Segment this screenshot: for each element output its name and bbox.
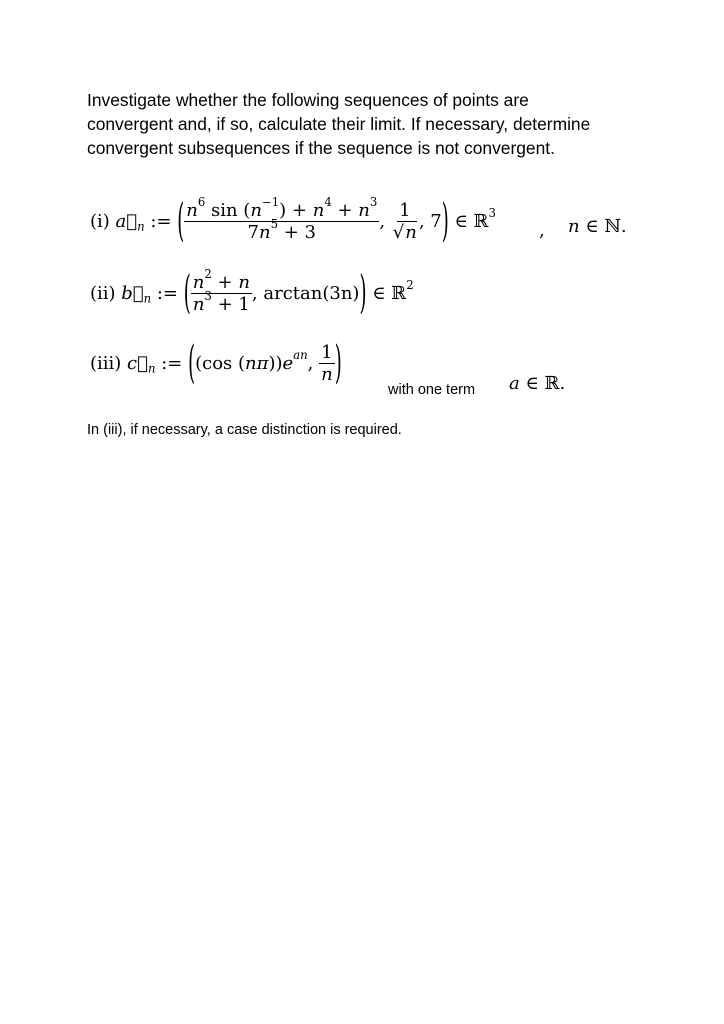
equation-i-second-fraction [391,200,419,243]
vector-b-n: $b⃗_n$ := [121,283,184,306]
intro-line-1: Investigate whether the following sequences of points are [87,90,529,110]
equation-i-fraction [184,195,379,243]
equation-i: (i) $a⃗_n$ := ( $\frac{n^6 \sin (n^{-1}) + n^4 + n^3}{7n^5 + 3}$ , $\frac{1}{√n}$ , 7 ) ∈ ℝ$^3$ [90,195,496,248]
equation-ii-fraction [191,267,252,315]
equation-i-domain: n ∈ ℕ. [568,216,627,237]
intro-line-3: convergent subsequences if the sequence is not convergent. [87,138,555,158]
equation-iii-numerator: 1 [321,342,333,363]
equation-i-denominator: $7n^5 + 3$ [247,217,316,243]
equation-iii-first-component: (cos $(n\pi))e^{an}$ [195,348,308,374]
equation-i-label: (i) [90,211,116,232]
vector-c-n: $c⃗_n$ := [127,353,189,376]
equation-ii-denominator: $n^3 + 1$ [192,289,250,315]
equation-i-second-denominator: √n [392,222,417,243]
equation-i-numerator: $n^6$ $\sin (n^{-1}) + n^4 + n^3$ [186,195,378,221]
equation-ii-numerator: $n^2 + n$ [192,267,250,293]
with-one-term-text: with one term [388,382,476,398]
equation-iii-denominator: n [321,364,333,385]
equation-i-separator: , [539,220,545,241]
intro-line-2: convergent and, if so, calculate their limit. If necessary, determine [87,114,591,134]
equation-iii-fraction [319,342,335,385]
equation-ii-second-component: arctan(3n) [263,283,360,304]
equation-iii-label: (iii) [90,353,128,374]
equation-ii-label: (ii) [90,283,122,304]
equation-ii: (ii) $b⃗_n$ := ( $\frac{n^2 + n}{n^3 + 1}$ , arctan(3n) ) ∈ ℝ$^2$ [90,267,414,320]
equation-i-second-numerator: 1 [399,200,411,221]
footnote: In (iii), if necessary, a case distinction is required. [87,422,402,438]
vector-a-n: $a⃗_n$ := [115,211,178,234]
equation-iii-domain: a ∈ ℝ. [509,373,566,394]
equation-iii: (iii) $c⃗_n$ := ( (cos $(n\pi))e^{an}$ , $\frac{1}{n}$ ) [90,337,342,390]
problem-statement [87,88,647,160]
equation-i-third-component: 7 [430,211,442,232]
